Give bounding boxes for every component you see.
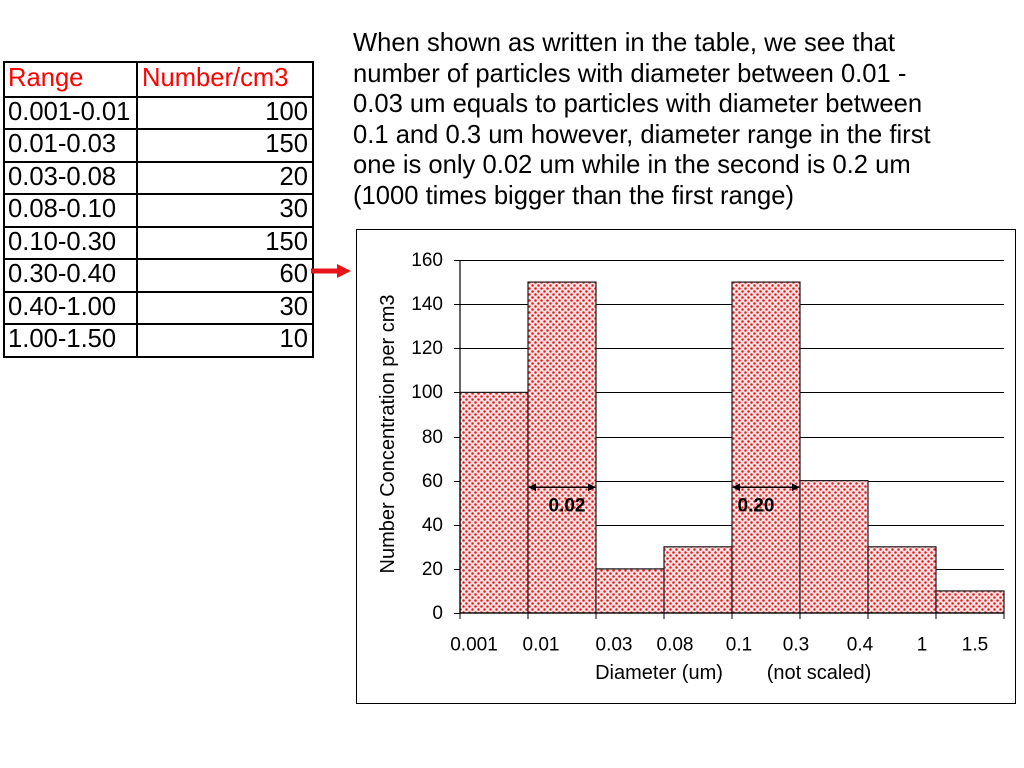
- x-axis-note: (not scaled): [766, 662, 872, 684]
- y-tick-label: 100: [411, 382, 443, 403]
- x-axis-title: Diameter (um): [595, 662, 723, 684]
- table-row: [5, 323, 312, 356]
- table-row: [5, 161, 312, 194]
- count-cell: 30: [279, 292, 308, 321]
- y-tick-label: 0: [432, 603, 443, 624]
- explanation-line: (1000 times bigger than the first range): [353, 181, 795, 210]
- histogram-bar-8: [936, 591, 1004, 613]
- explanation-line: 0.03 um equals to particles with diameter between: [353, 90, 923, 119]
- bars: [460, 282, 1004, 613]
- table-row: [5, 291, 312, 324]
- explanation-line: number of particles with diameter between 0.01 -: [353, 59, 907, 88]
- range-cell: 0.001-0.01: [5, 98, 138, 129]
- table-row: [5, 193, 312, 226]
- range-cell: 0.03-0.08: [5, 163, 138, 194]
- y-axis-title: Number Concentration per cm3: [377, 294, 399, 574]
- x-tick-label: 0.03: [595, 634, 633, 656]
- histogram-plot: [357, 230, 1015, 703]
- x-tick-label: 0.1: [725, 634, 753, 656]
- histogram-bar-1: [460, 392, 528, 613]
- x-tick-label: 0.001: [450, 634, 498, 656]
- range-header: Range: [5, 63, 138, 96]
- table-row: [5, 258, 312, 291]
- count-cell: 20: [279, 162, 308, 191]
- x-tick-label: 0.01: [522, 634, 560, 656]
- count-cell: 30: [279, 195, 308, 224]
- number-header: Number/cm3: [142, 64, 289, 93]
- count-cell: 60: [279, 260, 308, 289]
- table-row: [5, 128, 312, 161]
- explanation-line: When shown as written in the table, we see that: [353, 29, 896, 57]
- table-header-row: [5, 63, 312, 96]
- y-tick-label: 160: [411, 250, 443, 271]
- table-row: [5, 96, 312, 129]
- histogram-bar-5: [732, 282, 800, 613]
- histogram-chart: [356, 229, 1016, 704]
- histogram-bar-3: [596, 569, 664, 613]
- bin-width-label: 0.20: [737, 495, 775, 517]
- range-cell: 0.40-1.00: [5, 293, 138, 324]
- x-tick-label: 0.3: [782, 634, 810, 656]
- y-tick-label: 140: [411, 294, 443, 315]
- particle-count-table: [3, 61, 314, 358]
- count-cell: 10: [279, 325, 308, 354]
- red-arrow-icon: [309, 262, 353, 280]
- explanation-line: one is only 0.02 um while in the second is 0.2 um: [353, 151, 911, 180]
- bin-width-label: 0.02: [548, 495, 586, 517]
- histogram-bar-4: [664, 547, 732, 613]
- y-tick-label: 80: [421, 427, 443, 448]
- explanation-text: [353, 28, 931, 212]
- count-cell: 100: [265, 97, 308, 126]
- range-cell: 1.00-1.50: [5, 325, 138, 356]
- x-tick-label: 0.4: [846, 634, 874, 656]
- explanation-line: 0.1 and 0.3 um however, diameter range in the first: [353, 120, 931, 149]
- range-cell: 0.10-0.30: [5, 228, 138, 259]
- x-tick-label: 0.08: [656, 634, 694, 656]
- x-tick-label: 1.5: [961, 634, 989, 656]
- histogram-bar-7: [868, 547, 936, 613]
- y-tick-label: 120: [411, 338, 443, 359]
- y-tick-label: 20: [421, 559, 443, 580]
- histogram-bar-2: [528, 282, 596, 613]
- histogram-bar-6: [800, 481, 868, 613]
- count-cell: 150: [265, 227, 308, 256]
- range-cell: 0.08-0.10: [5, 195, 138, 226]
- range-cell: 0.30-0.40: [5, 260, 138, 291]
- x-tick-label: 1: [916, 634, 928, 656]
- y-tick-label: 60: [421, 471, 443, 492]
- y-tick-label: 40: [421, 515, 443, 536]
- range-cell: 0.01-0.03: [5, 130, 138, 161]
- count-cell: 150: [265, 130, 308, 159]
- table-row: [5, 226, 312, 259]
